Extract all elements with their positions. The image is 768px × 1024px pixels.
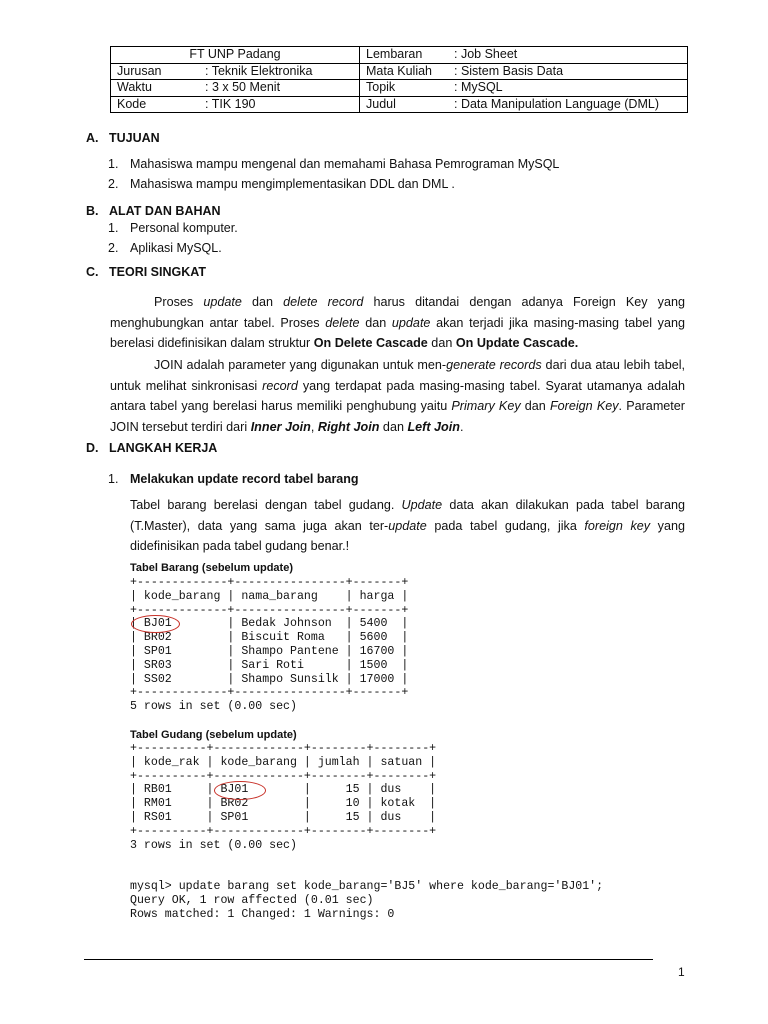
page-number: 1: [678, 965, 685, 979]
paragraph-teori-2: JOIN adalah parameter yang digunakan untuk men-generate records dari dua atau lebih tabel, untuk melihat sinkronisasi record yang terdapat pada masing-masing tabel. Syarat utamanya adalah antara tabel yang berelasi harus memiliki penghubung yaitu Primary Key dan Foreign Key. Parameter JOIN tersebut terdiri dari Inner Join, Right Join dan Left Join.: [110, 358, 686, 434]
header-row: [111, 63, 688, 80]
list-item: 1. Personal komputer.: [108, 221, 238, 235]
institution-cell: FT UNP Padang: [111, 47, 360, 64]
sql-query-output: mysql> update barang set kode_barang='BJ5' where kode_barang='BJ01'; Query OK, 1 row affected (0.01 sec) Rows matched: 1 Changed: 1 Warnings: 0: [130, 880, 604, 921]
section-heading-alat: B. ALAT DAN BAHAN: [86, 204, 221, 218]
code-cell: Kode : TIK 190: [111, 96, 360, 113]
header-row: [111, 47, 688, 64]
section-heading-tujuan: A. TUJUAN: [86, 131, 160, 145]
caption-tabel-barang: Tabel Barang (sebelum update): [130, 562, 293, 574]
department-cell: Jurusan : Teknik Elektronika: [111, 63, 360, 80]
footer-divider: [84, 959, 653, 960]
title-cell: Judul : Data Manipulation Language (DML): [360, 96, 688, 113]
header-row: [111, 80, 688, 97]
header-row: [111, 96, 688, 113]
list-item: 2. Mahasiswa mampu mengimplementasikan DDL dan DML .: [108, 177, 455, 191]
header-table: [110, 46, 688, 113]
sql-output-gudang: +----------+-------------+--------+--------+ | kode_rak | kode_barang | jumlah | satuan | +----------+-------------+--------+--------+ | RB01 | BJ01 | 15 | dus | | RM01 | BR02 | 10 | kotak | | RS01 | SP01 | 15 | dus | +----------+-------------+--------+--------+ 3 rows in set (0.00 sec): [130, 742, 437, 852]
topic-cell: Topik : MySQL: [360, 80, 688, 97]
paragraph-langkah-1: Tabel barang berelasi dengan tabel gudang. Update data akan dilakukan pada tabel barang (T.Master), data yang sama juga akan ter-update pada tabel gudang, jika foreign key yang didefinisikan pada tabel gudang benar.!: [130, 498, 685, 553]
list-item: 1. Mahasiswa mampu mengenal dan memahami Bahasa Pemrograman MySQL: [108, 157, 560, 171]
section-heading-teori: C. TEORI SINGKAT: [86, 265, 206, 279]
course-cell: Mata Kuliah : Sistem Basis Data: [360, 63, 688, 80]
sql-output-barang: +-------------+----------------+-------+ | kode_barang | nama_barang | harga | +-------------+----------------+-------+ | BJ01 | Bedak Johnson | 5400 | | BR02 | Biscuit Roma | 5600 | | SP01 | Shampo Pantene | 16700 | | SR03 | Sari Roti | 1500 | | SS02 | Shampo Sunsilk | 17000 | +-------------+----------------+-------+ 5 rows in set (0.00 sec): [130, 576, 409, 714]
section-heading-langkah: D. LANGKAH KERJA: [86, 441, 218, 455]
step-heading: 1. Melakukan update record tabel barang: [108, 472, 359, 486]
caption-tabel-gudang: Tabel Gudang (sebelum update): [130, 729, 297, 741]
time-cell: Waktu : 3 x 50 Menit: [111, 80, 360, 97]
list-item: 2. Aplikasi MySQL.: [108, 241, 222, 255]
sheet-type-cell: Lembaran : Job Sheet: [360, 47, 688, 64]
highlight-circle: [131, 615, 180, 633]
highlight-circle: [214, 781, 266, 800]
paragraph-teori-1: Proses update dan delete record harus ditandai dengan adanya Foreign Key yang menghubungkan antar tabel. Proses delete dan update akan terjadi jika masing-masing tabel yang berelasi didefinisikan dalam struktur On Delete Cascade dan On Update Cascade.: [110, 295, 685, 350]
